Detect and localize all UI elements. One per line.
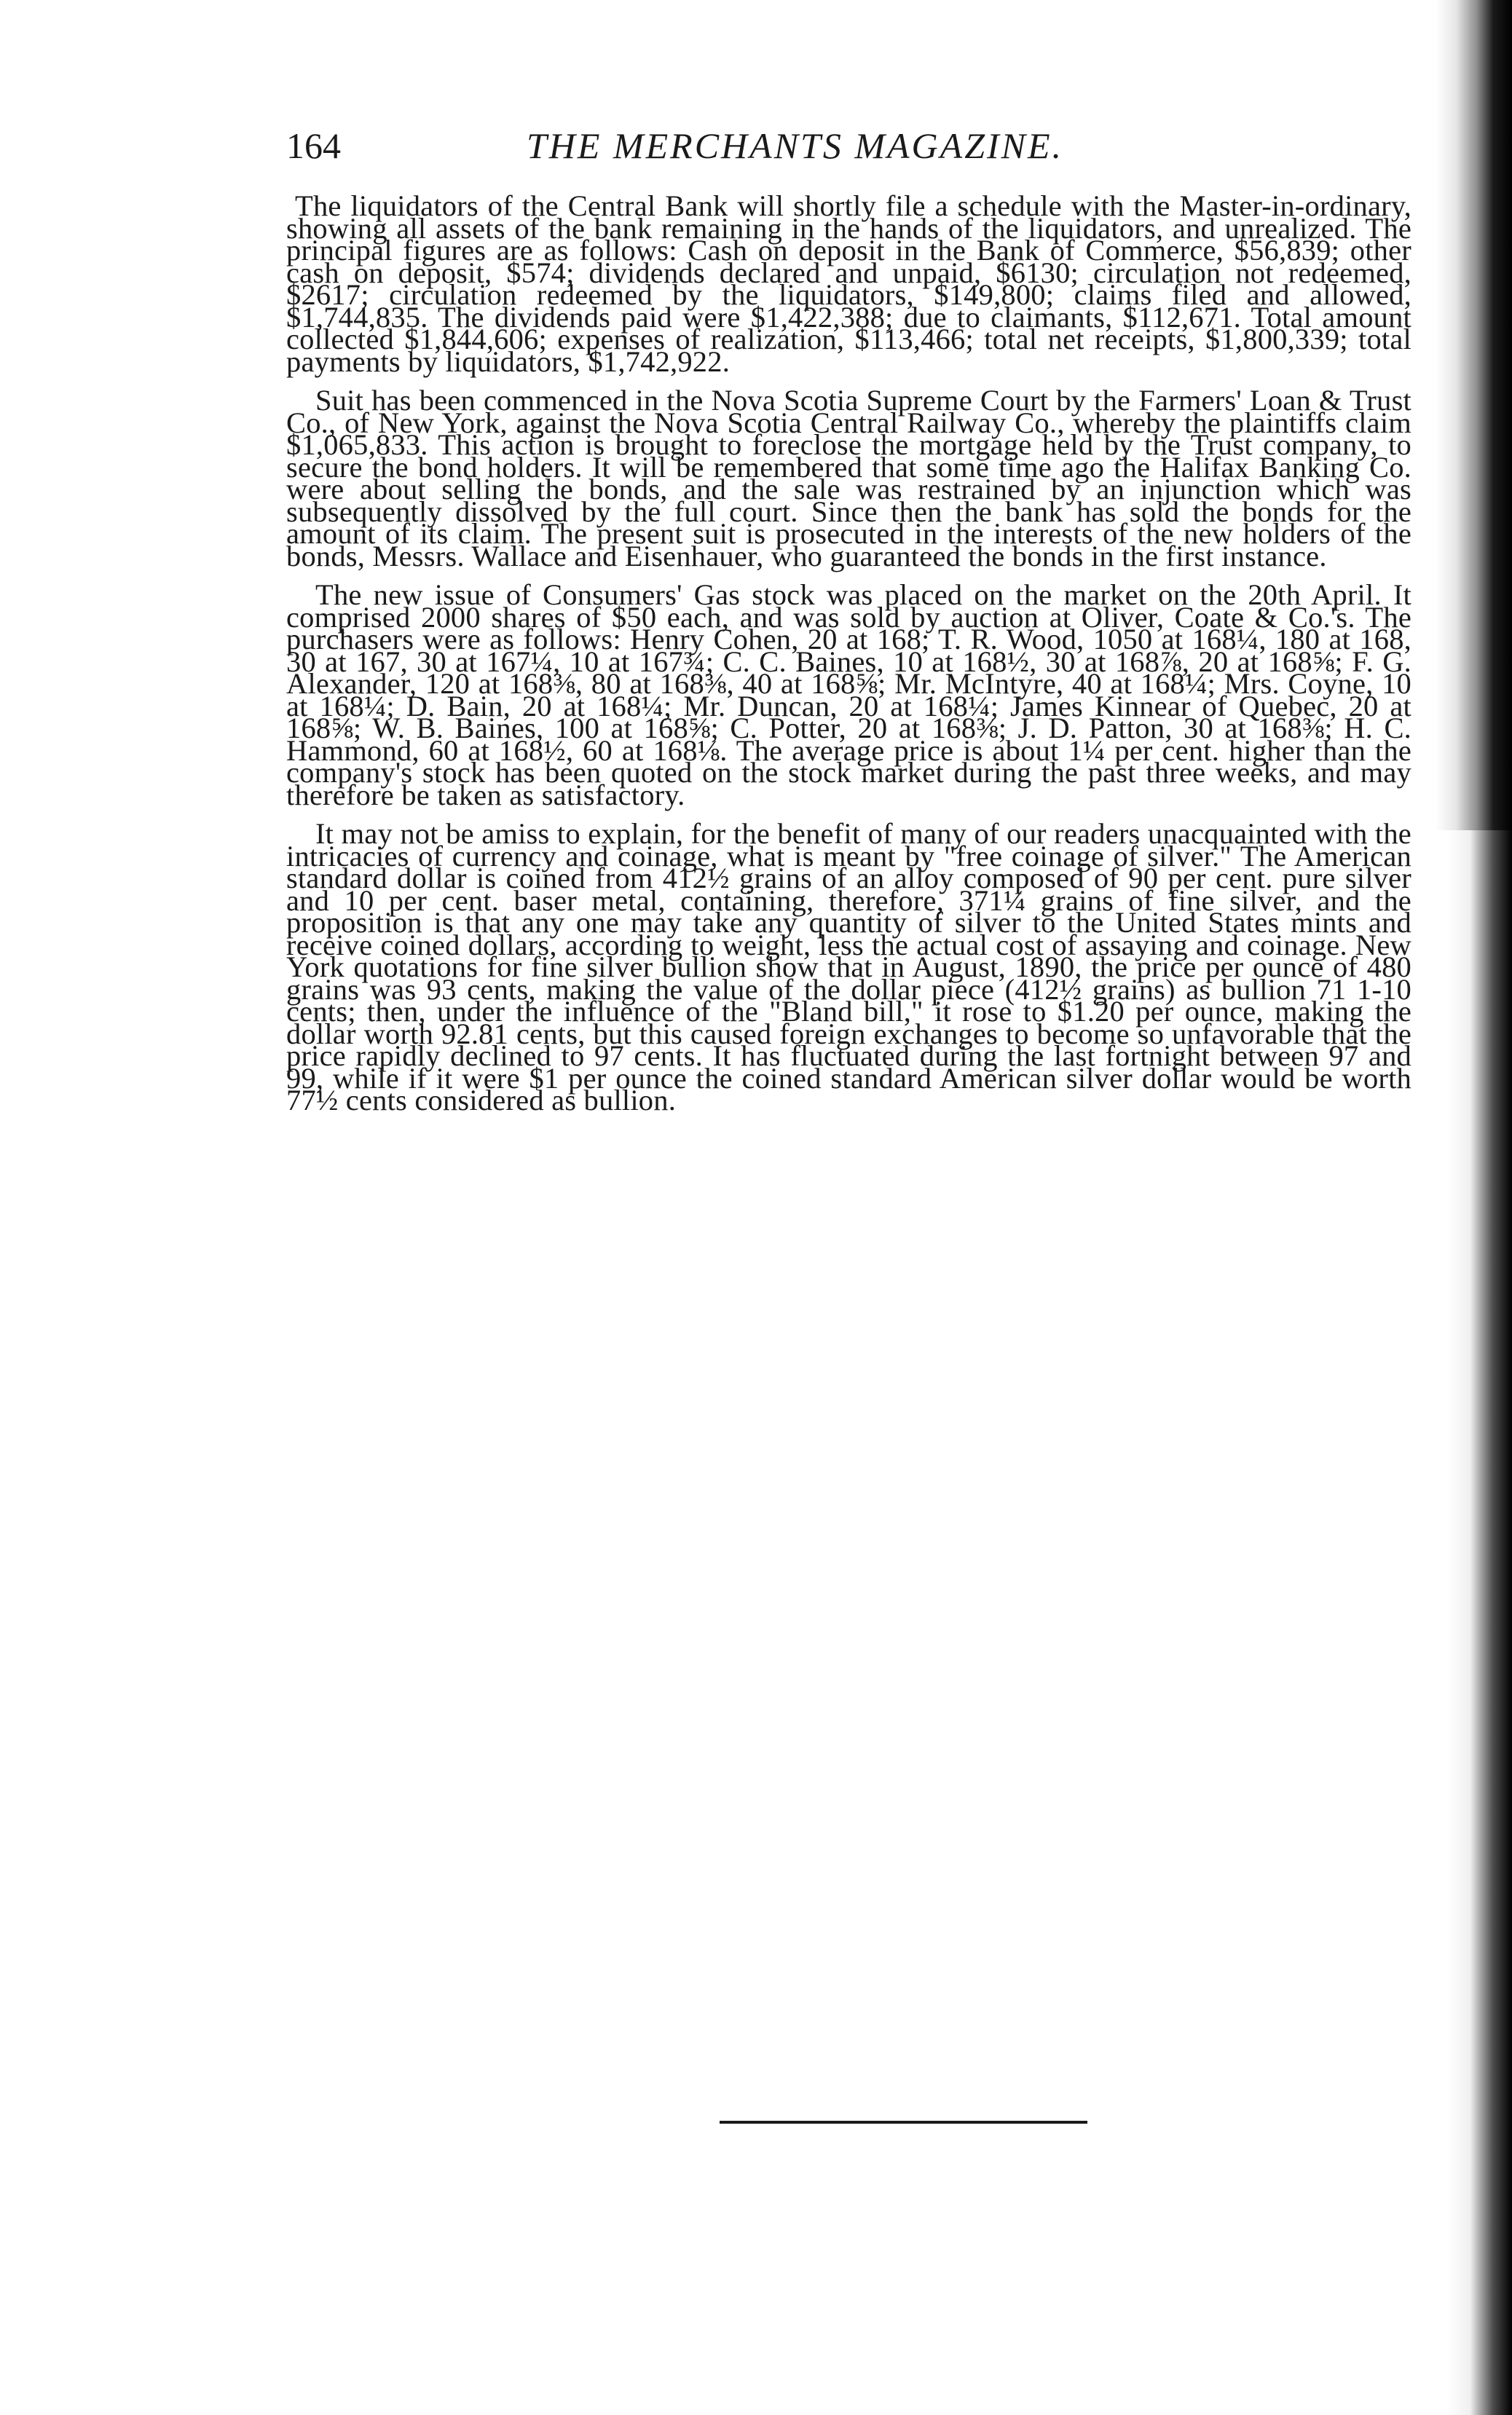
article-body [286,189,1411,1129]
paragraph-central-bank: The liquidators of the Central Bank will shortly file a schedule with the Master-in-ordinary, showing all assets of the bank remaining in the hands of the liquidators, and unrealized. The principal figures are as follows: Cash on deposit in the Bank of Commerce, $56,839; other cash on deposit, $574; dividends declared and unpaid, $6130; circulation not redeemed, $2617; circulation redeemed by the liquidators, $149,800; claims filed and allowed, $1,744,835. The dividends paid were $1,422,388; due to claimants, $112,671. Total amount collected $1,844,606; expenses of realization, $113,466; total net receipts, $1,800,339; total payments by liquidators, $1,742,922. [286,189,1411,378]
paragraph-nova-scotia-suit: Suit has been commenced in the Nova Scotia Supreme Court by the Farmers' Loan & Trust Co., of New York, against the Nova Scotia Central Railway Co., whereby the plaintiffs claim $1,065,833. This action is brought to foreclose the mortgage held by the Trust company, to secure the bond holders. It will be remembered that some time ago the Halifax Banking Co. were about selling the bonds, and the sale was restrained by an injunction which was subsequently dissolved by the full court. Since then the bank has sold the bonds for the amount of its claim. The present suit is prosecuted in the interests of the new holders of the bonds, Messrs. Wallace and Eisenhauer, who guaranteed the bonds in the first instance. [286,384,1411,572]
running-title: THE MERCHANTS MAGAZINE. [527,125,1064,166]
page-header [286,124,1175,175]
page-number: 164 [286,125,341,166]
binding-edge-shadow [1419,0,1512,2415]
paragraph-free-coinage: It may not be amiss to explain, for the benefit of many of our readers unacquainted with the intricacies of currency and coinage, what is meant by "free coinage of silver." The American standard dollar is coined from 412½ grains of an alloy composed of 90 per cent. pure silver and 10 per cent. baser metal, containing, therefore, 371¼ grains of fine silver, and the proposition is that any one may take any quantity of silver to the United States mints and receive coined dollars, according to weight, less the actual cost of assaying and coinage. New York quotations for fine silver bullion show that in August, 1890, the price per ounce of 480 grains was 93 cents, making the value of the dollar piece (412½ grains) as bullion 71 1-10 cents; then, under the influence of the "Bland bill," it rose to $1.20 per ounce, making the dollar worth 92.81 cents, but this caused foreign exchanges to become so unfavorable that the price rapidly declined to 97 cents. It has fluctuated during the last fortnight between 97 and 99, while if it were $1 per ounce the coined standard American silver dollar would be worth 77½ cents considered as bullion. [286,817,1411,1116]
binding-edge-lower [1419,830,1512,2415]
paragraph-consumers-gas: The new issue of Consumers' Gas stock was placed on the market on the 20th April. It comprised 2000 shares of $50 each, and was sold by auction at Oliver, Coate & Co.'s. The purchasers were as follows: Henry Cohen, 20 at 168; T. R. Wood, 1050 at 168¼, 180 at 168, 30 at 167, 30 at 167¼, 10 at 167¾; C. C. Baines, 10 at 168½, 30 at 168⅞, 20 at 168⅝; F. G. Alexander, 120 at 168⅜, 80 at 168⅜, 40 at 168⅝; Mr. McIntyre, 40 at 168¼; Mrs. Coyne, 10 at 168¼; D. Bain, 20 at 168¼; Mr. Duncan, 20 at 168¼; James Kinnear of Quebec, 20 at 168⅝; W. B. Baines, 100 at 168⅝; C. Potter, 20 at 168⅜; J. D. Patton, 30 at 168⅜; H. C. Hammond, 60 at 168½, 60 at 168⅛. The average price is about 1¼ per cent. higher than the company's stock has been quoted on the stock market during the past three weeks, and may therefore be taken as satisfactory. [286,578,1411,811]
section-divider-rule [720,2121,1087,2124]
